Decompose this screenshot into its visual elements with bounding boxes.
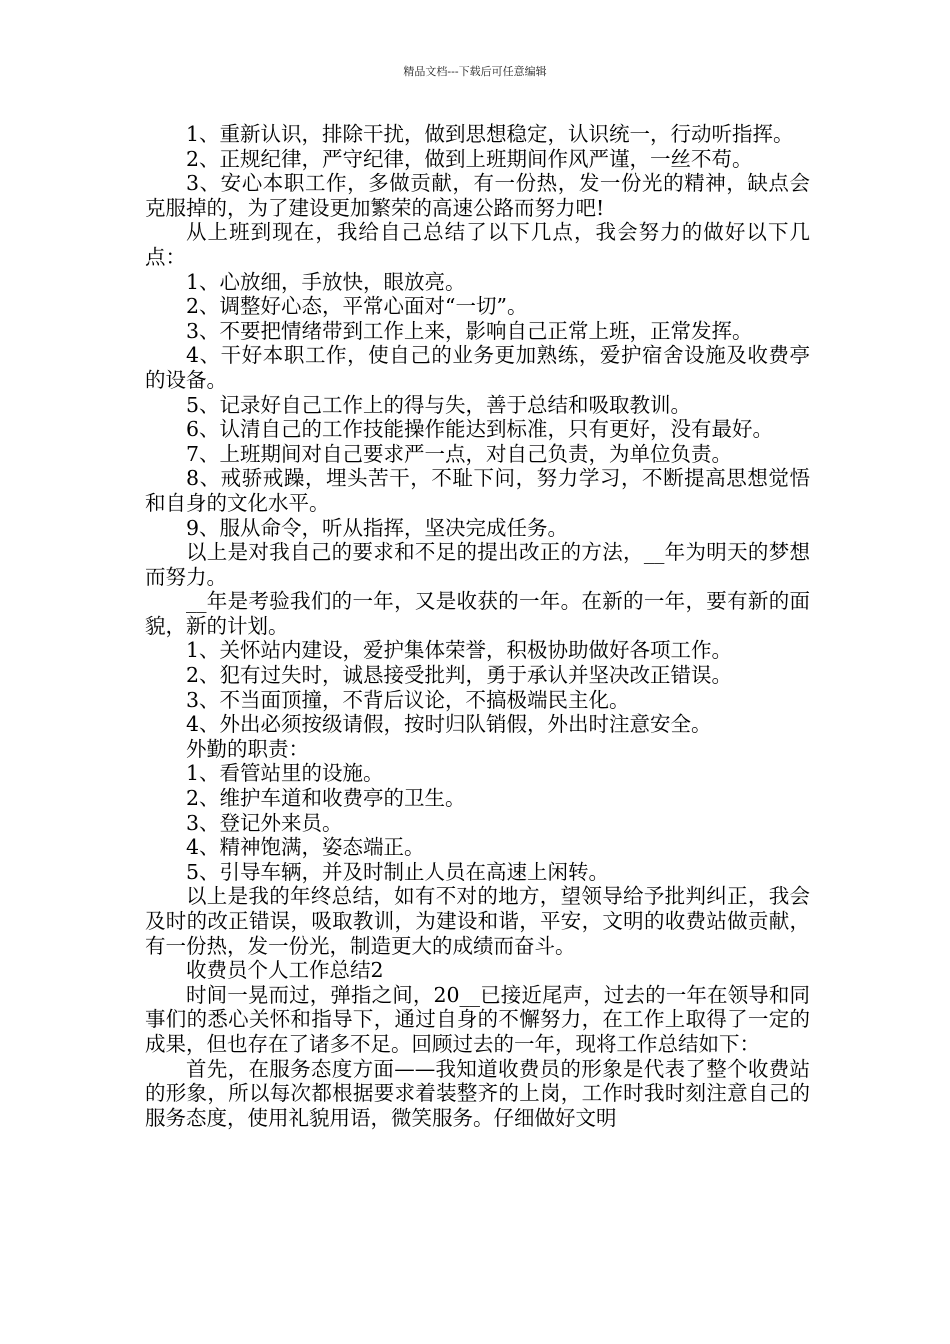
paragraph: 4、外出必须按级请假，按时归队销假，外出时注意安全。	[186, 712, 712, 737]
paragraph: 7、上班期间对自己要求严一点，对自己负责，为单位负责。	[186, 441, 733, 466]
paragraph: __年是考验我们的一年，又是收获的一年。在新的一年，要有新的面貌，新的计划。	[145, 589, 810, 638]
paragraph: 3、安心本职工作，多做贡献，有一份热，发一份光的精神，缺点会克服掉的，为了建设更加繁荣的高速公路而努力吧!	[145, 171, 810, 220]
page-header: 精品文档---下载后可任意编辑	[403, 65, 547, 78]
paragraph: 4、干好本职工作，使自己的业务更加熟练，爱护宿舍设施及收费亭的设备。	[145, 343, 810, 392]
paragraph: 外勤的职责：	[186, 736, 309, 761]
paragraph: 2、调整好心态，平常心面对“一切”。	[186, 294, 528, 319]
paragraph: 5、记录好自己工作上的得与失，善于总结和吸取教训。	[186, 392, 692, 417]
paragraph: 4、精神饱满，姿态端正。	[186, 835, 425, 860]
paragraph: 2、犯有过失时，诚恳接受批判，勇于承认并坚决改正错误。	[186, 663, 733, 688]
paragraph: 从上班到现在，我给自己总结了以下几点，我会努力的做好以下几点：	[145, 220, 810, 269]
paragraph: 3、登记外来员。	[186, 810, 343, 835]
paragraph: 8、戒骄戒躁，埋头苦干，不耻下问，努力学习，不断提高思想觉悟和自身的文化水平。	[145, 466, 810, 515]
paragraph: 1、看管站里的设施。	[186, 761, 384, 786]
paragraph: 5、引导车辆，并及时制止人员在高速上闲转。	[186, 859, 610, 884]
paragraph: 2、正规纪律，严守纪律，做到上班期间作风严谨，一丝不苟。	[186, 146, 753, 171]
paragraph: 时间一晃而过，弹指之间，20__已接近尾声，过去的一年在领导和同事们的悉心关怀和指导下，通过自身的不懈努力，在工作上取得了一定的成果，但也存在了诸多不足。回顾过去的一年，现将工作总结如下：	[145, 982, 810, 1056]
paragraph: 1、重新认识，排除干扰，做到思想稳定，认识统一，行动听指挥。	[186, 122, 794, 146]
paragraph: 3、不要把情绪带到工作上来，影响自己正常上班，正常发挥。	[186, 318, 753, 343]
paragraph: 1、心放细，手放快，眼放亮。	[186, 269, 466, 294]
document-body	[145, 122, 810, 1130]
paragraph: 以上是对我自己的要求和不足的提出改正的方法，__年为明天的梦想而努力。	[145, 540, 810, 589]
paragraph: 首先，在服务态度方面——我知道收费员的形象是代表了整个收费站的形象，所以每次都根据要求着装整齐的上岗，工作时我时刻注意自己的服务态度，使用礼貌用语，微笑服务。仔细做好文明	[145, 1056, 810, 1130]
paragraph: 9、服从命令，听从指挥，坚决完成任务。	[186, 515, 569, 540]
paragraph: 3、不当面顶撞，不背后议论，不搞极端民主化。	[186, 687, 630, 712]
paragraph: 以上是我的年终总结，如有不对的地方，望领导给予批判纠正，我会及时的改正错误，吸取教训，为建设和谐，平安，文明的收费站做贡献，有一份热，发一份光，制造更大的成绩而奋斗。	[145, 884, 810, 958]
paragraph: 6、认清自己的工作技能操作能达到标准，只有更好，没有最好。	[186, 417, 774, 442]
paragraph: 2、维护车道和收费亭的卫生。	[186, 786, 466, 811]
paragraph: 1、关怀站内建设，爱护集体荣誉，积极协助做好各项工作。	[186, 638, 733, 663]
section-title: 收费员个人工作总结2	[186, 958, 384, 983]
